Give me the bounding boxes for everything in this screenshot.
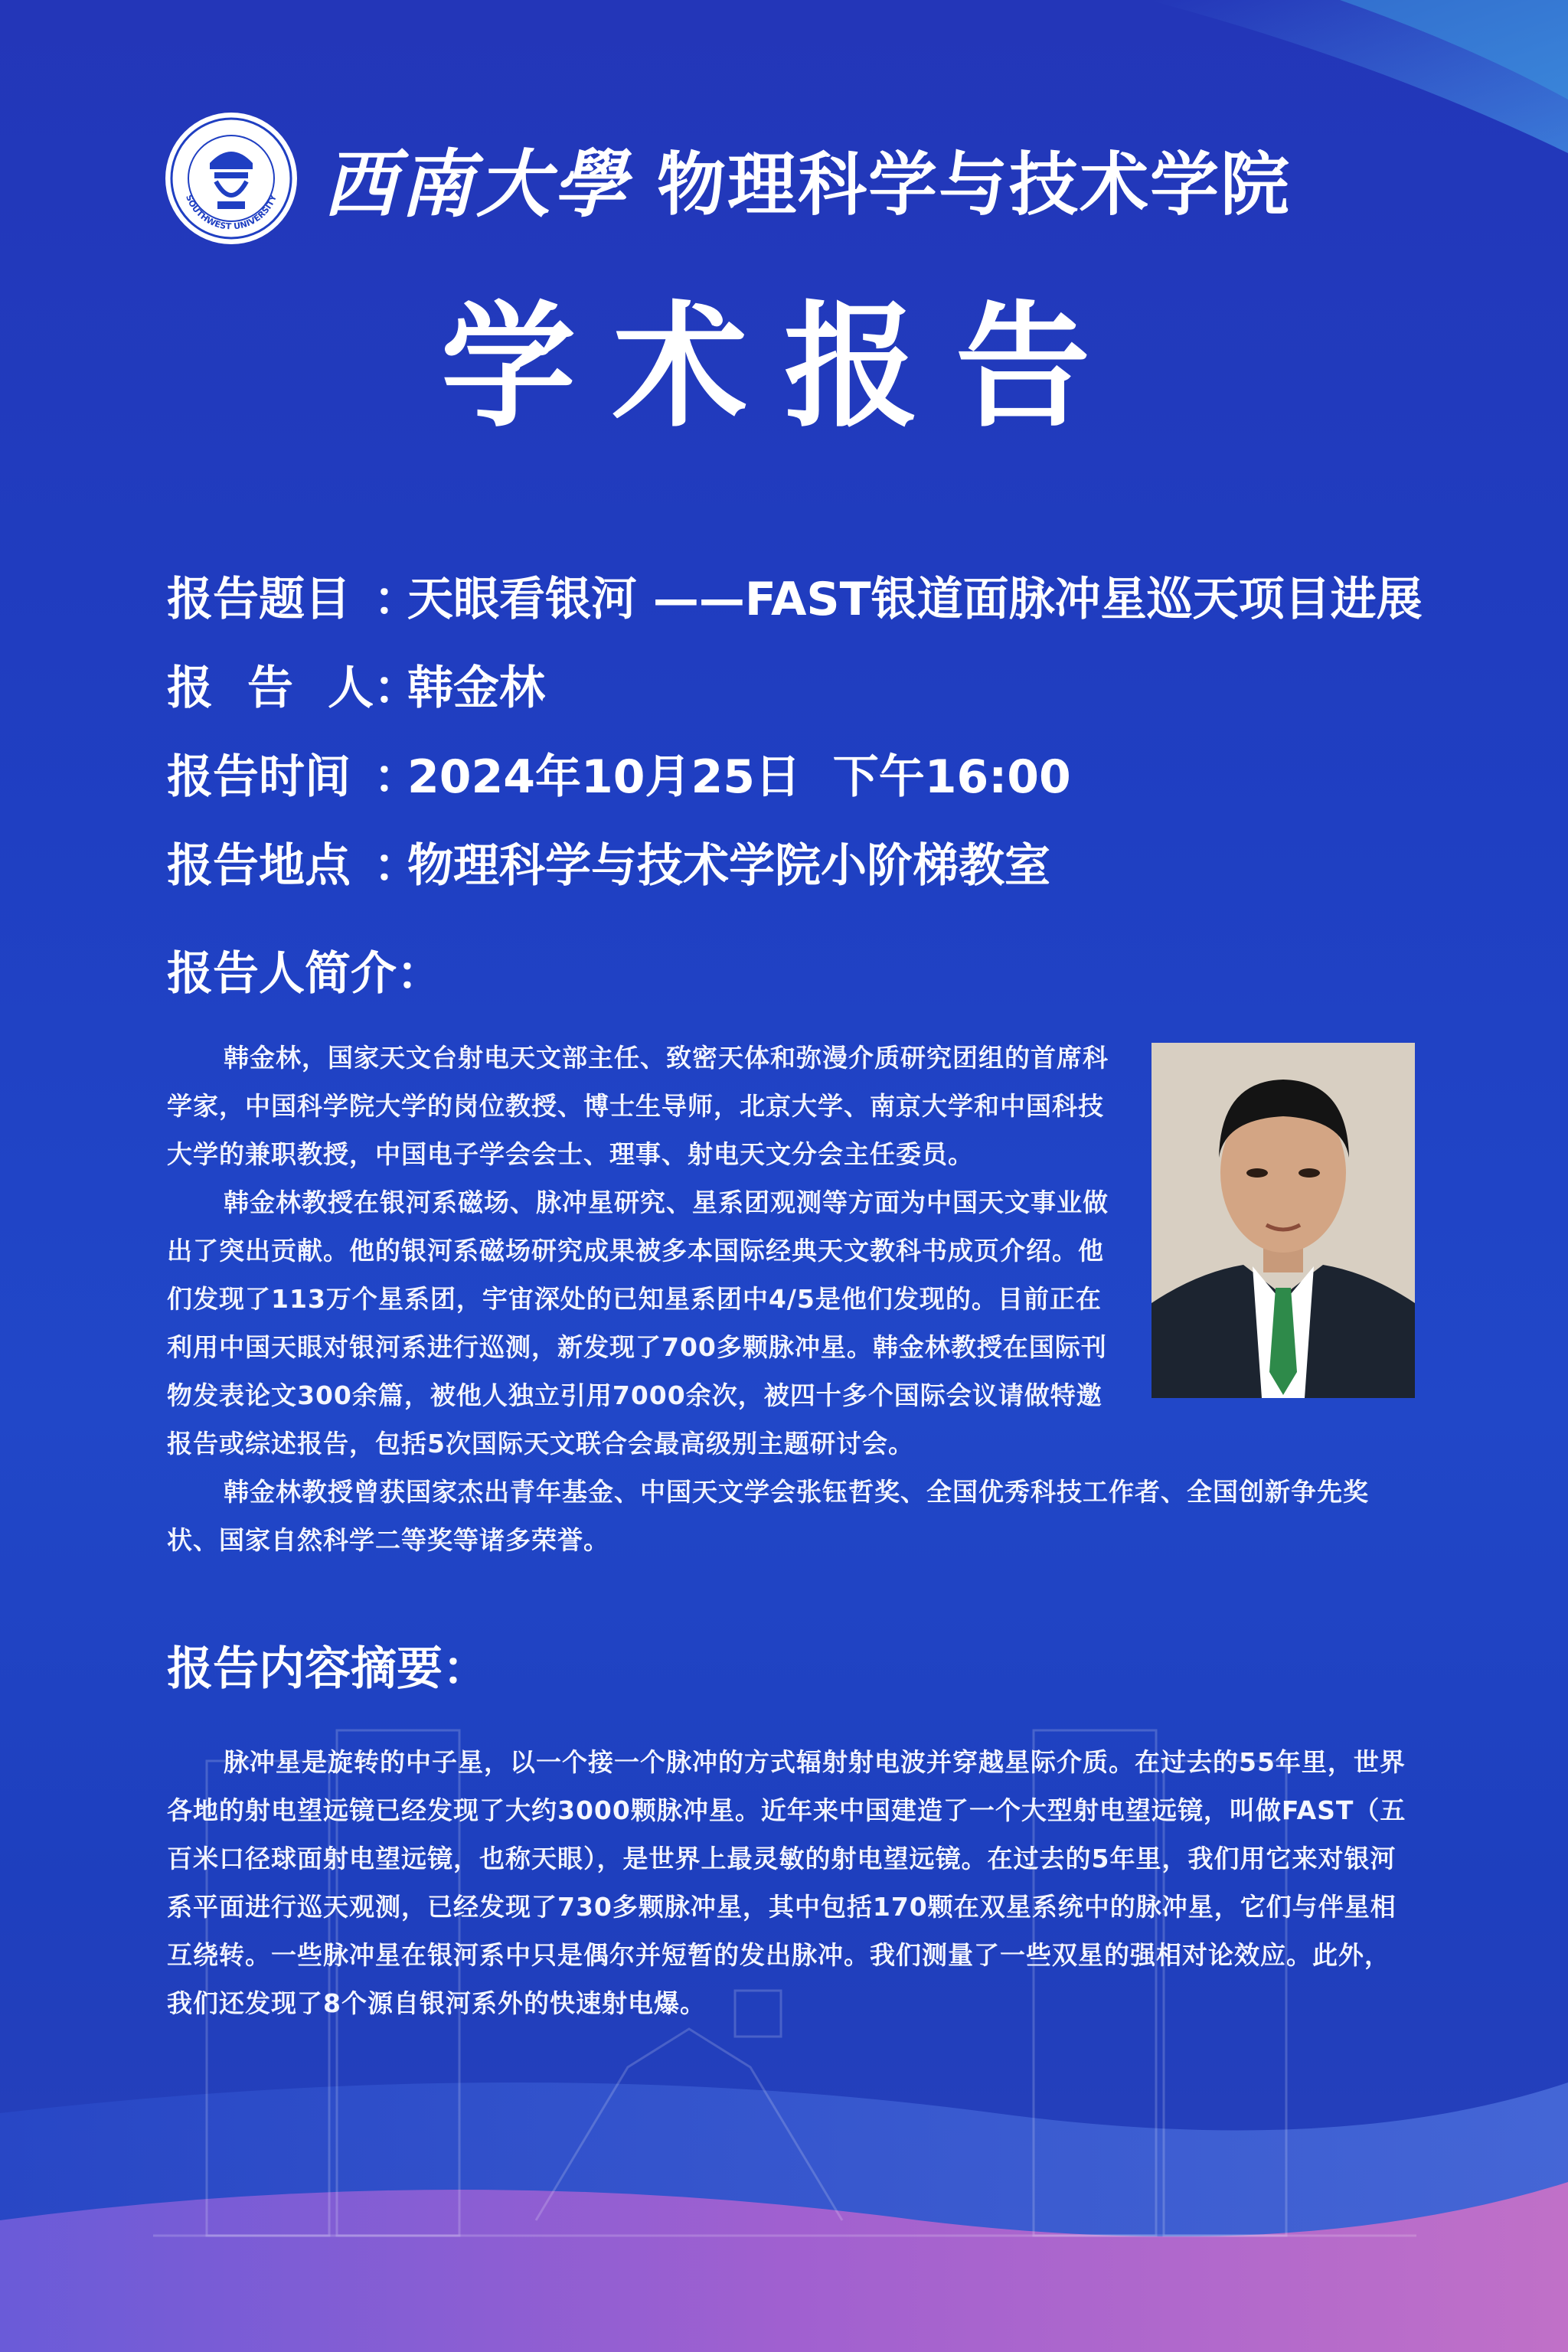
info-label: 报告地点: [167, 839, 351, 893]
info-row-topic: [167, 555, 1423, 644]
university-logo-icon: [162, 109, 300, 247]
svg-text:SOUTHWEST UNIVERSITY: SOUTHWEST UNIVERSITY: [184, 193, 279, 232]
info-value: 韩金林: [407, 662, 545, 715]
abstract-paragraph: 脉冲星是旋转的中子星，以一个接一个脉冲的方式辐射射电波并穿越星际介质。在过去的55年里，世界各地的射电望远镜已经发现了大约3000颗脉冲星。近年来中国建造了一个大型射电望远镜，叫做FAST（五百米口径球面射电望远镜，也称天眼），是世界上最灵敏的射电望远镜。在过去的5年里，我们用它来对银河系平面进行巡天观测，已经发现了730多颗脉冲星，其中包括170颗在双星系统中的脉冲星，它们与伴星相互绕转。一些脉冲星在银河系中只是偶尔并短暂的发出脉冲。我们测量了一些双星的强相对论效应。此外，我们还发现了8个源自银河系外的快速射电爆。: [167, 1747, 1406, 2018]
speaker-photo: [1152, 1043, 1415, 1398]
info-colon: ：: [374, 750, 420, 804]
info-value: 2024年10月25日 下午16:00: [407, 750, 1071, 804]
info-row-speaker: [167, 644, 1423, 733]
info-row-time: [167, 733, 1423, 822]
info-colon: ：: [374, 839, 420, 893]
header: [162, 106, 1291, 251]
report-abstract: [167, 1738, 1415, 2027]
info-label: 报告题目: [167, 573, 351, 626]
info-label-char: 告: [247, 662, 293, 715]
speaker-portrait-icon: [1152, 1043, 1415, 1398]
bio-heading: 报告人简介：: [167, 947, 443, 1001]
info-label-speaker: [167, 644, 374, 733]
info-label-char: 报: [167, 662, 213, 715]
bio-paragraph: 韩金林，国家天文台射电天文部主任、致密天体和弥漫介质研究团组的首席科学家，中国科学院大学的岗位教授、博士生导师，北京大学、南京大学和中国科技大学的兼职教授，中国电子学会会士、理事、射电天文分会主任委员。: [167, 1043, 1109, 1169]
info-label: 报告时间: [167, 750, 351, 804]
report-info: [167, 555, 1423, 910]
info-colon: ：: [374, 662, 420, 715]
info-row-location: [167, 822, 1423, 910]
info-value: 天眼看银河 ——FAST银道面脉冲星巡天项目进展: [407, 573, 1423, 626]
bio-paragraph: 韩金林教授曾获国家杰出青年基金、中国天文学会张钰哲奖、全国优秀科技工作者、全国创新争先奖状、国家自然科学二等奖等诸多荣誉。: [167, 1477, 1369, 1555]
university-name: 西南大學: [323, 140, 629, 227]
college-name: 物理科学与技术学院: [657, 144, 1291, 225]
info-label-char: 人: [328, 662, 374, 715]
abstract-heading: 报告内容摘要：: [167, 1642, 488, 1696]
bio-paragraph: 韩金林教授在银河系磁场、脉冲星研究、星系团观测等方面为中国天文事业做出了突出贡献。他的银河系磁场研究成果被多本国际经典天文教科书成页介绍。他们发现了113万个星系团，宇宙深处的已知星系团中4/5是他们发现的。目前正在利用中国天眼对银河系进行巡测，新发现了700多颗脉冲星。韩金林教授在国际刊物发表论文300余篇，被他人独立引用7000余次，被四十多个国际会议请做特邀报告或综述报告，包括5次国际天文联合会最高级别主题研讨会。: [167, 1187, 1109, 1459]
info-colon: ：: [374, 573, 420, 626]
speaker-bio: [167, 1034, 1415, 1564]
info-value: 物理科学与技术学院小阶梯教室: [407, 839, 1050, 893]
main-title: 学术报告: [440, 289, 1127, 446]
